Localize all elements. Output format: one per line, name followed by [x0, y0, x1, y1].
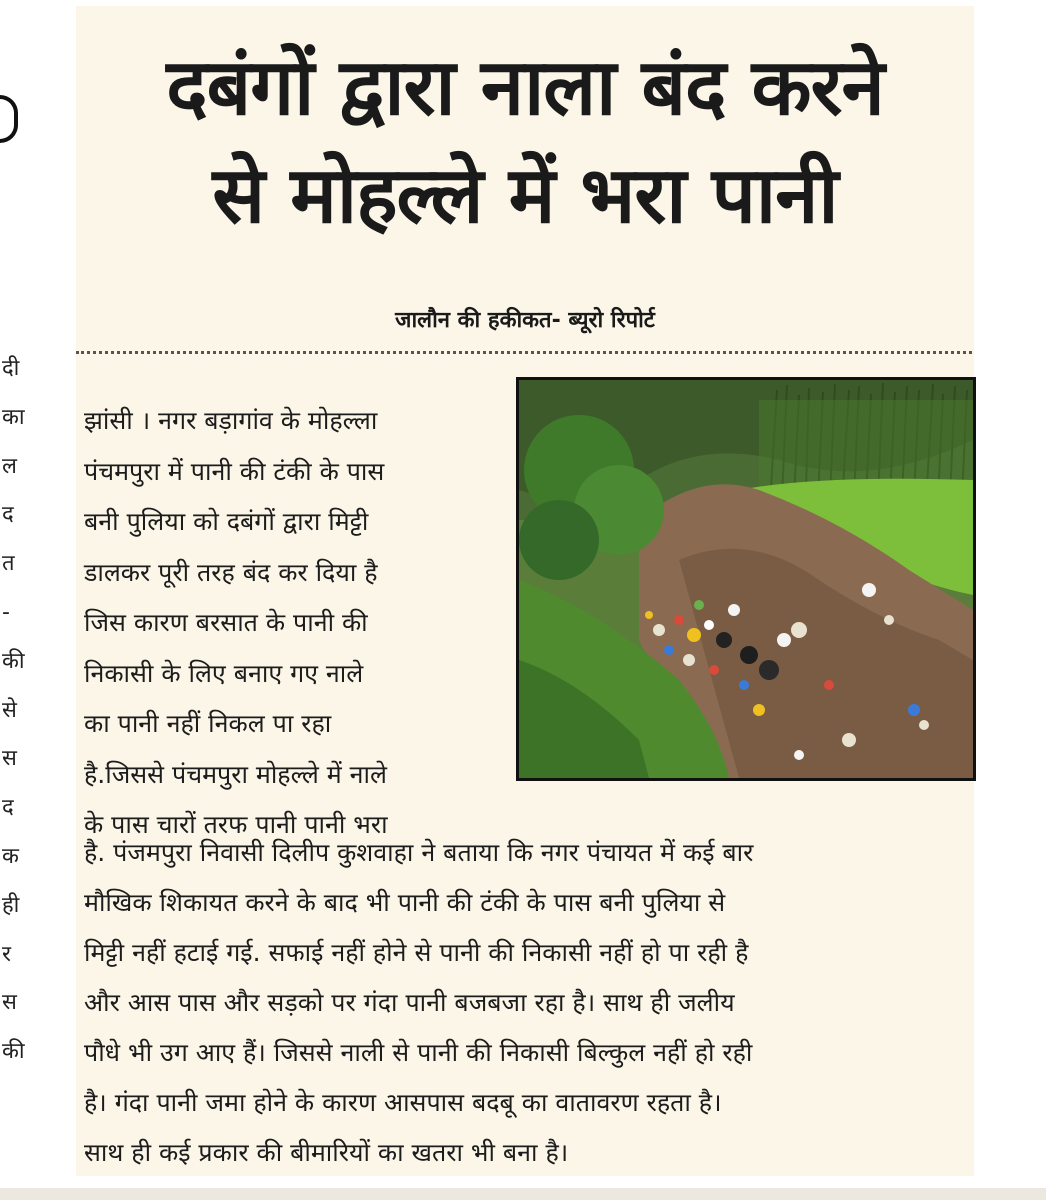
article-paragraph-line: के पास चारों तरफ पानी पानी भरा	[84, 810, 388, 839]
adjacent-column-line: स	[2, 746, 17, 772]
adjacent-column-line: दी	[2, 356, 20, 381]
adjacent-column-line: द	[2, 502, 14, 528]
article-paragraph-line: जिस कारण बरसात के पानी की	[84, 608, 368, 637]
article-paragraph-line: बनी पुलिया को दबंगों द्वारा मिट्टी	[84, 507, 369, 536]
article-body-bottom	[84, 828, 966, 1178]
article-paragraph-line: पंचमपुरा में पानी की टंकी के पास	[84, 456, 385, 486]
adjacent-column-line: त	[2, 551, 15, 577]
byline: जालौन की हकीकत- ब्यूरो रिपोर्ट	[395, 308, 655, 333]
adjacent-column-line: ल	[2, 453, 17, 479]
article-body-top	[84, 396, 494, 851]
article-paragraph-line: निकासी के लिए बनाए गए नाले	[84, 658, 364, 688]
adjacent-column-mark	[0, 95, 18, 143]
adjacent-column-line: द	[2, 795, 14, 821]
adjacent-column-line: स	[2, 990, 17, 1016]
adjacent-column-line: -	[2, 600, 10, 625]
adjacent-column-line: का	[2, 404, 25, 430]
adjacent-column-line: र	[2, 941, 11, 967]
article-paragraph-line: मौखिक शिकायत करने के बाद भी पानी की टंकी के पास बनी पुलिया से	[84, 888, 726, 917]
headline-line-1: दबंगों द्वारा नाला बंद करने	[166, 43, 884, 133]
adjacent-column-line: की	[2, 1039, 25, 1065]
article-paragraph-line: है. पंजमपुरा निवासी दिलीप कुशवाहा ने बताया कि नगर पंचायत में कई बार	[84, 838, 754, 867]
article-paragraph-line: और आस पास और सड़को पर गंदा पानी बजबजा रहा है। साथ ही जलीय	[84, 988, 735, 1017]
headline-line-2: से मोहल्ले में भरा पानी	[212, 151, 838, 241]
article-paragraph-line: डालकर पूरी तरह बंद कर दिया है	[84, 557, 378, 587]
adjacent-column-line: क	[2, 844, 19, 869]
news-photo	[516, 377, 976, 781]
article-paragraph-line: साथ ही कई प्रकार की बीमारियों का खतरा भी बना है।	[84, 1138, 569, 1167]
photo-illustration	[519, 380, 973, 778]
dotted-divider	[76, 351, 972, 354]
article-paragraph-line: मिट्टी नहीं हटाई गई. सफाई नहीं होने से पानी की निकासी नहीं हो पा रही है	[84, 938, 749, 967]
adjacent-column-line: से	[2, 697, 17, 723]
article-paragraph-line: झांसी । नगर बड़ागांव के मोहल्ला	[84, 406, 378, 435]
adjacent-column-line: ही	[2, 892, 20, 918]
page-bottom-edge	[0, 1188, 1046, 1200]
article-paragraph-line: पौधे भी उग आए हैं। जिससे नाली से पानी की निकासी बिल्कुल नहीं हो रही	[84, 1038, 753, 1067]
news-article	[76, 6, 974, 1176]
adjacent-column-fragment	[0, 0, 60, 1200]
article-paragraph-line: है.जिससे पंचमपुरा मोहल्ले में नाले	[84, 759, 387, 789]
headline	[76, 34, 974, 250]
article-paragraph-line: है। गंदा पानी जमा होने के कारण आसपास बदबू का वातावरण रहता है।	[84, 1088, 722, 1117]
article-paragraph-line: का पानी नहीं निकल पा रहा	[84, 709, 332, 738]
adjacent-column-line: की	[2, 648, 25, 674]
